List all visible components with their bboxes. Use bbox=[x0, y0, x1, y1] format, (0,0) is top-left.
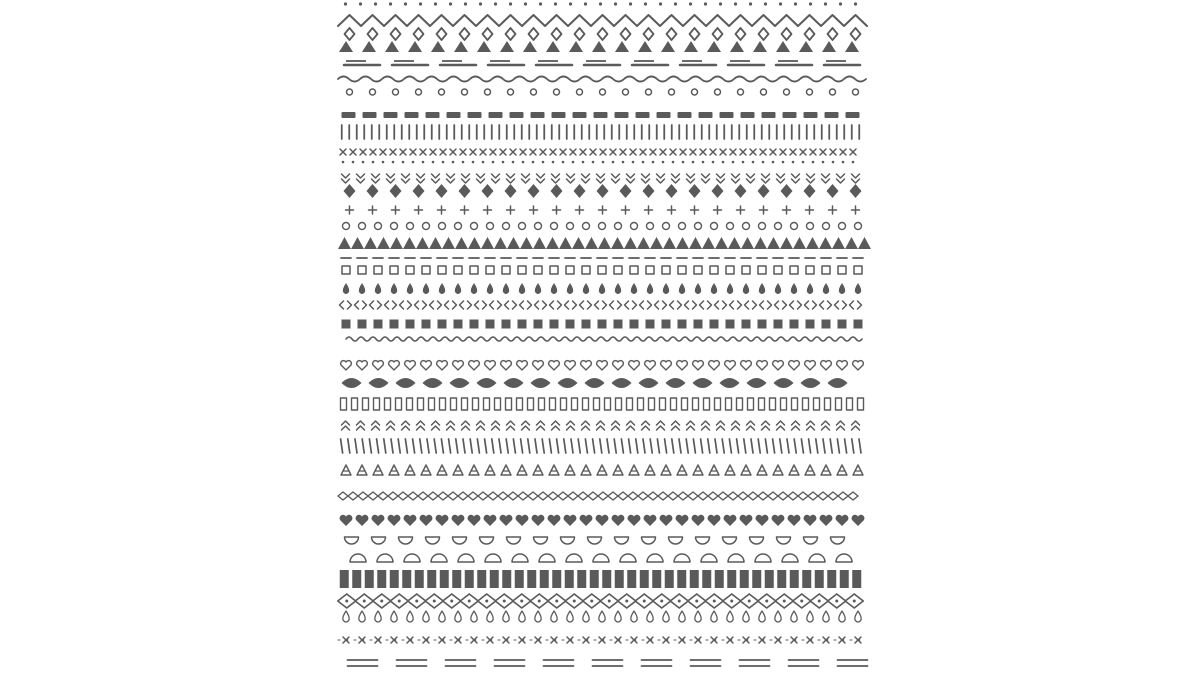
motif-row-chevrons-down bbox=[342, 174, 860, 183]
motif-row-hearts-solid bbox=[340, 515, 865, 526]
motif-row-wave-small bbox=[346, 337, 862, 341]
motif-row-thick-dashes bbox=[342, 112, 860, 118]
motif-row-dots bbox=[344, 2, 857, 5]
motif-row-vertical-ticks bbox=[342, 125, 860, 139]
motif-row-hearts-outline bbox=[341, 361, 864, 370]
motif-row-zigzag-line bbox=[338, 15, 867, 26]
motif-row-diamond-lattice bbox=[338, 594, 864, 608]
motif-row-plus-signs bbox=[346, 206, 860, 214]
motif-row-circles-outline bbox=[343, 223, 862, 230]
motif-row-wave bbox=[338, 77, 866, 82]
motif-row-drops bbox=[343, 283, 861, 294]
motif-row-ticks-slanted bbox=[341, 439, 861, 453]
motif-row-squares-outline bbox=[342, 266, 862, 274]
motif-row-diamonds-solid bbox=[344, 184, 862, 198]
motif-row-lens-shapes bbox=[342, 378, 848, 388]
motif-row-semicircles-down bbox=[345, 537, 845, 544]
motif-row-cross-dot-line bbox=[338, 637, 862, 643]
motif-row-dots-small bbox=[342, 161, 855, 164]
motif-row-sawtooth-band bbox=[338, 237, 871, 249]
motif-row-long-dashes bbox=[344, 60, 860, 65]
motif-row-bars-solid bbox=[340, 570, 862, 588]
motif-row-diamonds-outline bbox=[345, 28, 861, 40]
motif-row-diamond-chain bbox=[338, 492, 858, 500]
motif-row-triangles-dotted bbox=[341, 465, 863, 475]
motif-row-squares-solid bbox=[342, 320, 863, 329]
motif-row-rectangles-outline bbox=[341, 398, 864, 410]
motif-row-triangles-and-diamonds bbox=[339, 41, 859, 52]
motif-row-angle-brackets bbox=[340, 301, 862, 309]
motif-row-double-dashes bbox=[348, 660, 868, 666]
motif-row-circles-small bbox=[347, 89, 859, 95]
motif-row-semicircles-up bbox=[350, 554, 852, 562]
motif-row-crosses bbox=[340, 149, 856, 155]
motif-row-chevrons-up bbox=[342, 421, 860, 430]
motif-row-drops-outline bbox=[343, 611, 861, 622]
